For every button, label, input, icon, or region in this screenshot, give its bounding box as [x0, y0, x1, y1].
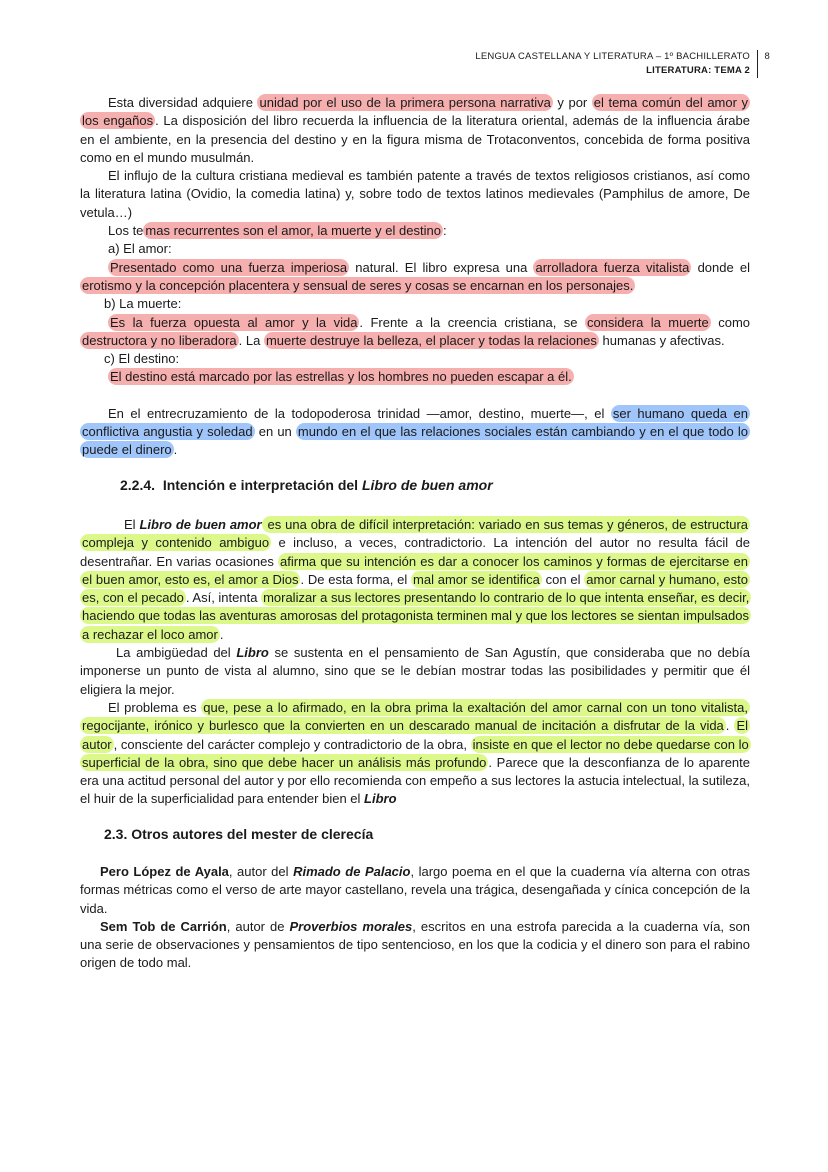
text: , autor de — [226, 918, 290, 934]
section-title-book: Libro de buen amor — [361, 476, 493, 493]
section-heading-2-3: 2.3. Otros autores del mester de clerecía — [104, 825, 374, 842]
highlight-blue: mundo en el que las relaciones sociales están cambiando y en el que todo lo puede el dinero — [82, 424, 748, 458]
text: . La disposición del libro recuerda la influencia de la literatura oriental, además de la influencia árabe en el ambiente, en la presencia del destino y en la figura misma de Trotaconventos, concebida de forma positiva como en el mundo musulmán. — [80, 113, 750, 165]
text: Esta diversidad adquiere — [108, 95, 258, 110]
text: . De esta forma, el — [300, 571, 412, 587]
header-topic: LITERATURA: TEMA 2 — [646, 65, 750, 76]
text: como — [710, 314, 751, 330]
text: . Parece que la desconfianza de lo aparente era una actitud personal del autor y por ello recomienda con empeño a sus lectores la astucia intelectual, la sutileza, el huir de la superficialidad para entender bien el — [80, 754, 750, 807]
text: , autor del — [228, 863, 294, 879]
highlight-red: considera la muerte — [586, 314, 709, 330]
paragraph-problema — [80, 699, 750, 809]
highlight-green: insiste en que el lector no debe quedarse con lo superficial de la obra, sino que debe hacer un análisis más profundo — [82, 736, 749, 770]
work-title: Rimado de Palacio — [293, 863, 411, 879]
highlight-green: amor carnal y humano, esto es, con el pecado — [82, 571, 748, 606]
paragraph-interpretacion — [80, 516, 750, 644]
highlight-red: El destino está marcado por las estrellas y los hombres no pueden escapar a él. — [110, 369, 572, 385]
section-number: 2.2.4. — [120, 476, 156, 493]
text: en un — [254, 424, 296, 440]
highlight-red: Es la fuerza opuesta al amor y la vida — [110, 314, 358, 330]
paragraph-destino — [80, 368, 750, 386]
highlight-red: destructora y no liberadora — [82, 332, 237, 348]
paragraph-amor — [80, 259, 750, 296]
text: e incluso, a veces, contradictorio. La intención del autor no resulta fácil de desentrañar. En varias ocasiones — [80, 535, 751, 569]
highlight-red: unidad por el uso de la primera persona narrativa — [259, 95, 551, 110]
text: El — [124, 516, 140, 532]
highlight-green: afirma que su intención es dar a conocer los caminos y formas de ejercitarse en el buen amor, esto es, el amor a Dios — [82, 553, 749, 587]
text: humanas y afectivas. — [598, 332, 725, 348]
text: : — [442, 223, 447, 239]
highlight-green: es una obra de difícil interpretación: variado en sus temas y géneros, de estructura compleja y contenido ambiguo — [82, 516, 749, 551]
highlight-green: que, pese a lo afirmado, en la obra prima la exaltación del amor carnal con un tono vitalista, regocijante, irónico y burlesco que la convierten en un descarado manual de incitación a disfrutar de la vida — [82, 699, 748, 734]
highlight-blue: ser humano queda en conflictiva angustia y soledad — [82, 405, 748, 440]
highlight-red: muerte destruye la belleza, el placer y todas la relaciones — [265, 332, 597, 348]
text: . — [219, 626, 224, 642]
text: , consciente del carácter complejo y contradictorio de la obra, — [113, 736, 471, 752]
section-heading-2-2-4 — [120, 476, 750, 494]
highlight-green: El autor — [82, 718, 748, 752]
highlight-green: moralizar a sus lectores presentando lo contrario de lo que intenta enseñar, es decir, haciendo que todas las aventuras amorosas del protagonista terminen mal y que los lectores se sientan impulsados a rechazar el loco amor — [82, 590, 750, 642]
paragraph-ambiguedad — [80, 644, 750, 699]
text: . Frente a la creencia cristiana, se — [359, 314, 585, 330]
heading-amor: a) El amor: — [108, 241, 172, 257]
text: . Así, intenta — [185, 590, 262, 606]
paragraph-sem-tob — [80, 918, 750, 973]
heading-muerte: b) La muerte: — [104, 296, 182, 312]
book-title: Libro — [364, 791, 397, 807]
text: En el entrecruzamiento de la todopoderosa trinidad —amor, destino, muerte—, el — [108, 405, 611, 421]
paragraph-muerte — [80, 314, 750, 351]
book-title: Libro — [236, 645, 269, 661]
paragraph-influjo: El influjo de la cultura cristiana medieval es también patente a través de textos religiosos cristianos, así como la literatura latina (Ovidio, la comedia latina) y, sobre todo de textos latinos medievales (Pamphilus de amore, De vetula…) — [80, 168, 750, 220]
text: . — [173, 442, 178, 458]
highlight-red: Presentado como una fuerza imperiosa — [110, 259, 348, 275]
text: donde el — [691, 259, 750, 275]
text: La ambigüedad del — [116, 645, 237, 661]
text: . La — [238, 332, 264, 348]
header-divider — [757, 50, 758, 78]
page-number: 8 — [764, 51, 770, 62]
header-course: LENGUA CASTELLANA Y LITERATURA – 1º BACHILLERATO — [475, 51, 750, 62]
spacer — [80, 387, 750, 405]
paragraph-trinidad — [80, 405, 750, 460]
work-title: Proverbios morales — [289, 918, 413, 934]
highlight-red: erotismo y la concepción placentera y sensual de seres y cosas se encarnan en los personajes. — [82, 277, 634, 293]
text: Los te — [108, 223, 144, 239]
text: . — [725, 718, 735, 734]
text: con el — [541, 571, 585, 587]
highlight-red: arrolladora fuerza vitalista — [535, 259, 690, 275]
text: El problema es — [108, 699, 202, 715]
text: , largo poema en el que la cuaderna vía alterna con otras formas métricas como el verso de arte mayor castellano, revela una trágica, desengañada y cínica concepción de la vida. — [80, 863, 750, 916]
highlight-red: el tema común del amor y los engaños — [82, 95, 748, 129]
text: y por — [552, 95, 592, 110]
text: natural. El libro expresa una — [349, 259, 534, 275]
paragraph-diversidad — [80, 94, 750, 167]
book-title: Libro de buen amor — [139, 516, 262, 532]
highlight-red: mas recurrentes son el amor, la muerte y el destino — [145, 223, 441, 239]
heading-destino: c) El destino: — [104, 351, 180, 367]
paragraph-temas — [80, 222, 750, 240]
highlight-green: mal amor se identifica — [413, 571, 540, 587]
page-header — [475, 50, 770, 78]
text: se sustenta en el pensamiento de San Agustín, que consideraba que no debía imponerse un punto de vista al alumno, sino que se le debían mostrar todas las posibilidades y permitir que él eligiera la mejor. — [80, 645, 750, 697]
text: , escritos en una estrofa parecida a la cuaderna vía, son una serie de observaciones y pensamientos de tipo sentencioso, en los que la codicia y el dinero son para el rabino origen de todo mal. — [80, 918, 751, 971]
document-body — [80, 94, 750, 973]
section-title: Intención e interpretación del — [162, 476, 362, 493]
author-name: Pero López de Ayala — [100, 863, 229, 879]
paragraph-lopez-ayala — [80, 863, 750, 918]
author-name: Sem Tob de Carrión — [100, 918, 227, 934]
